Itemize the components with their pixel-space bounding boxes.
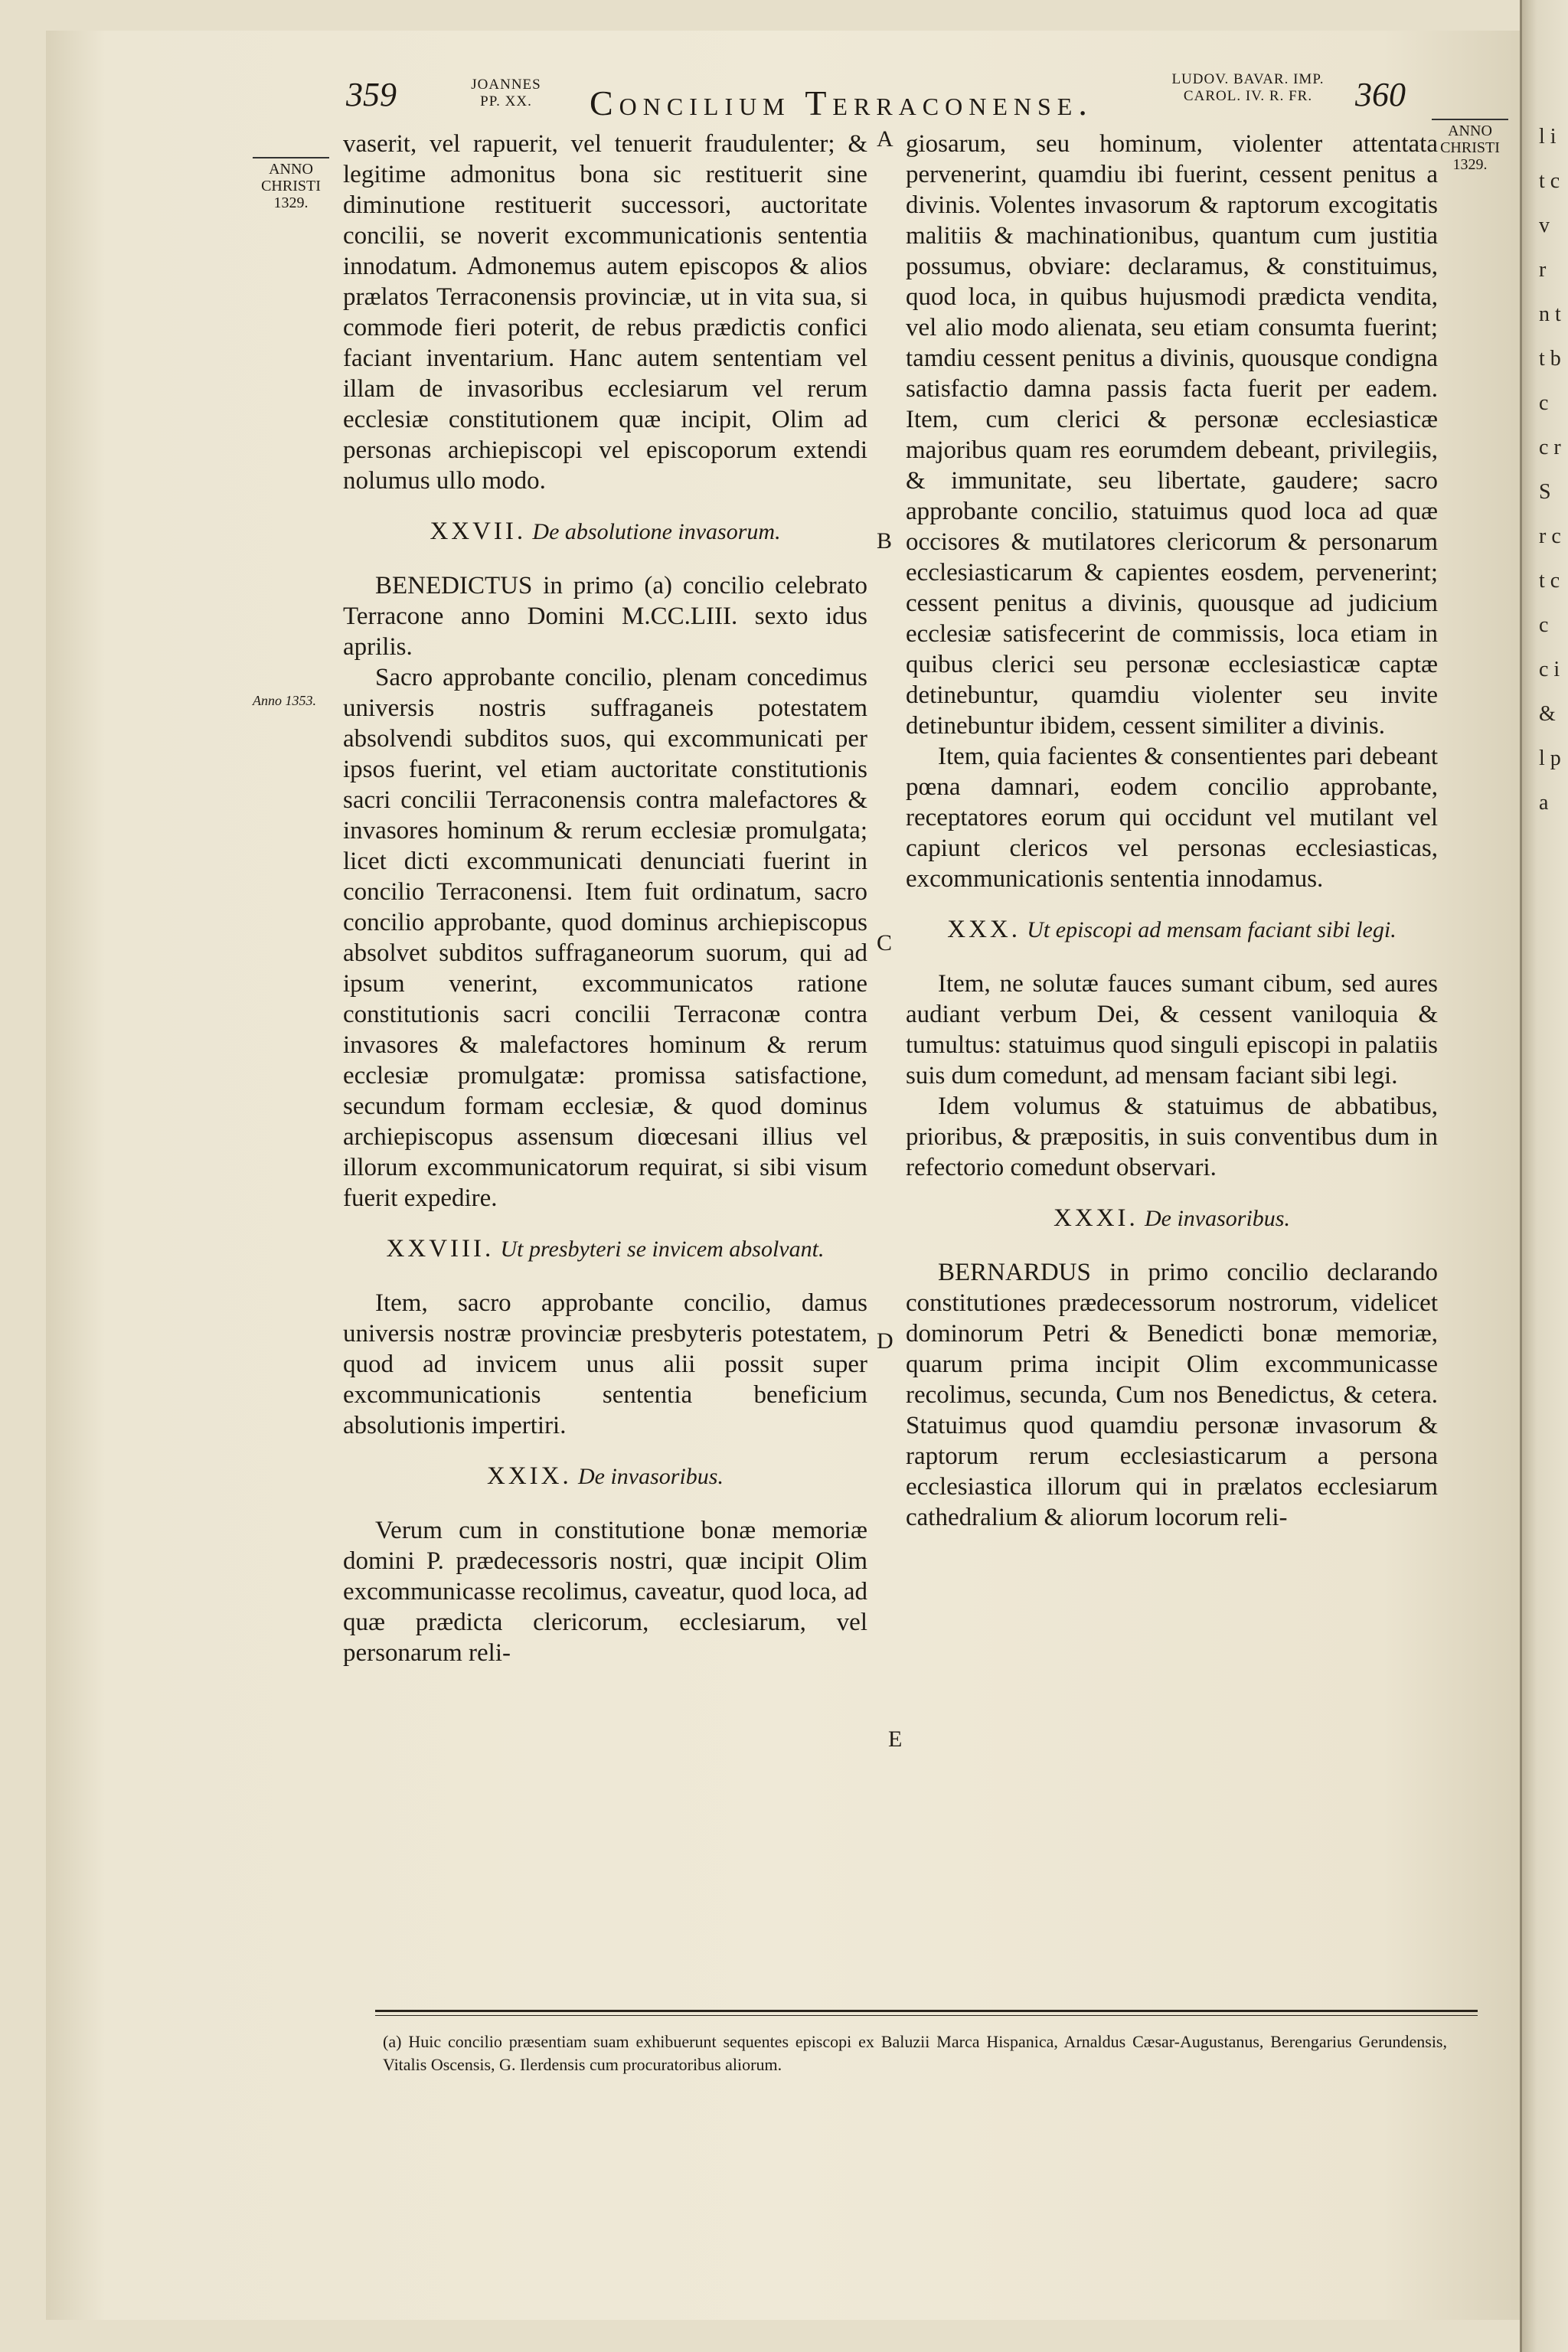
year-note-text: ANNO CHRISTI 1329.	[1440, 122, 1500, 173]
section-letter-e: E	[888, 1726, 903, 1752]
facing-page-edge-text: l i t c v r n t t b c c r S r c t c c c i & l p a	[1539, 125, 1561, 815]
year-note-1353: Anno 1353.	[253, 693, 316, 708]
page-title: Concilium Terraconense.	[590, 83, 1093, 122]
chapter-heading-31	[906, 1203, 1438, 1234]
page-number-left: 359	[346, 76, 397, 113]
paragraph: Item, ne solutæ fauces sumant cibum, sed aures audiant verbum Dei, & cessent vaniloquia & tumultus: statuimus quod singuli episcopi in palatiis suis dum comedunt, ad mensam faciant sibi legi.	[906, 970, 1438, 1089]
chapter-number: XXXI.	[1054, 1204, 1138, 1232]
section-letter-b: B	[877, 528, 893, 554]
footnote-rule-thin	[375, 2015, 1478, 2016]
paragraph: Item, quia facientes & consentientes pari debeant pœna damnari, eodem concilio approbante, receptatores eorum qui occidunt vel mutilant vel capiunt clericos vel personas ecclesiasticas, excommunicationis sententia innodamus.	[906, 743, 1438, 893]
chapter-heading-30	[906, 914, 1438, 946]
running-header	[0, 0, 1568, 122]
paragraph: Idem volumus & statuimus de abbatibus, prioribus, & præpositis, in suis conventibus dum in refectorio comedunt observari.	[906, 1093, 1438, 1181]
chapter-number: XXVIII.	[386, 1235, 495, 1263]
chapter-title: De absolutione invasorum.	[532, 519, 781, 544]
year-note-left	[245, 157, 337, 211]
chapter-title: De invasoribus.	[577, 1464, 724, 1489]
paragraph: Sacro approbante concilio, plenam concedimus universis nostris suffraganeis potestatem absolvendi subditos suos, qui excommunicati per ipsos fuerint, vel etiam auctoritate constitutionis sacri concilii Terraconensis contra malefactores & invasores hominum & rerum ecclesiæ promulgata; licet dicti excommunicati denunciati fuerint in concilio Terraconensi. Item fuit ordinatum, sacro concilio approbante, quod dominus archiepiscopus absolvet subditos suffraganeorum suorum, qui ad ipsum venerint, excommunicatos ratione constitutionis sacri concilii Terraconæ contra invasores & malefactores hominum & rerum ecclesiæ promulgatæ: promissa satisfactione, secundum formam ecclesiæ, & quod dominus archiepiscopus assensum diœcesani illius vel illorum excommunicatorum requirat, si sibi visum fuerit expedire.	[343, 664, 867, 1212]
section-letter-a: A	[877, 126, 893, 152]
chapter-number: XXIX.	[487, 1462, 572, 1490]
chapter-title: Ut presbyteri se invicem absolvant.	[500, 1236, 825, 1262]
year-note-right	[1424, 119, 1516, 173]
chapter-number: XXVII.	[430, 518, 527, 545]
header-pope-label: JOANNES PP. XX.	[471, 77, 541, 109]
footnote-rule	[375, 2010, 1478, 2012]
year-note-text: ANNO CHRISTI 1329.	[261, 161, 321, 211]
paragraph: BERNARDUS in primo concilio declarando constitutiones prædecessorum nostrorum, videlicet dominorum Petri & Benedicti bonæ memoriæ, quarum prima incipit Olim excommunicasse recolimus, secunda, Cum nos Benedictus, & cetera. Statuimus quod quamdiu personæ invasorum & raptorum rerum ecclesiasticarum a persona ecclesiastica illorum qui in prælatos ecclesiarum cathedralium & aliorum locorum reli-	[906, 1259, 1438, 1531]
chapter-heading-28	[343, 1233, 867, 1265]
section-letter-c: C	[877, 930, 893, 956]
section-letter-d: D	[877, 1328, 893, 1354]
left-column	[343, 129, 867, 1668]
chapter-title: Ut episcopi ad mensam faciant sibi legi.	[1027, 917, 1396, 942]
footnote: (a) Huic concilio præsentiam suam exhibuerunt sequentes episcopi ex Baluzii Marca Hispanica, Arnaldus Cæsar-Augustanus, Berengarius Gerundensis, Vitalis Oscensis, G. Ilerdensis cum procuratoribus aliorum.	[383, 2032, 1447, 2074]
paragraph: BENEDICTUS in primo (a) concilio celebrato Terracone anno Domini M.CC.LIII. sexto idus aprilis.	[343, 572, 867, 661]
chapter-heading-29	[343, 1461, 867, 1492]
year-note-rule	[253, 157, 329, 158]
paragraph: Verum cum in constitutione bonæ memoriæ domini P. prædecessoris nostri, quæ incipit Olim excommunicasse recolimus, caveatur, quod loca, ad quæ prædicta clericorum, ecclesiarum, vel personarum reli-	[343, 1517, 867, 1667]
paragraph: Item, sacro approbante concilio, damus universis nostræ provinciæ presbyteris potestatem, quod ad invicem unus alii possit super excommunicationis sententia beneficium absolutionis impertiri.	[343, 1289, 867, 1439]
paragraph: vaserit, vel rapuerit, vel tenuerit fraudulenter; & legitime admonitus bona sic restituerit sine diminutione restituerit successori, auctoritate concilii, se noverit excommunicationis sententia innodatum. Admonemus autem episcopos & alios prælatos Terraconensis provinciæ, ut in vita sua, si commode fieri poterit, de rebus prædictis confici faciant inventarium. Hanc autem sententiam vel illam de invasoribus ecclesiarum vel rerum ecclesiæ constitutionem quæ incipit, Olim ad personas archiepiscopi vel episcoporum extendi nolumus ullo modo.	[343, 130, 867, 495]
chapter-number: XXX.	[947, 916, 1021, 943]
chapter-title: De invasoribus.	[1144, 1206, 1290, 1231]
right-column	[906, 129, 1438, 1533]
page-number-right: 360	[1355, 76, 1406, 113]
header-ruler-label: LUDOV. BAVAR. IMP. CAROL. IV. R. FR.	[1171, 71, 1325, 104]
paragraph: giosarum, seu hominum, violenter attentata pervenerint, quamdiu ibi fuerint, cessent penitus a divinis. Volentes invasorum & raptorum excogitatis malitiis & machinationibus, quantum cum justitia possumus, obviare: declaramus, & constituimus, quod loca, in quibus hujusmodi prædicta vendita, vel alio modo alienata, seu etiam consumta fuerint; tamdiu cessent penitus a divinis, quousque condigna satisfactio damna passis facta fuerit per eadem. Item, cum clerici & personæ ecclesiasticæ majoribus quam res eorumdem debeant, privilegiis, & immunitate, seu libertate, gaudere; sacro approbante concilio, statuimus quod loca ad quæ occisores & mutilatores clericorum & personarum ecclesiasticarum & capientes eosdem, pervenerint; cessent penitus a divinis, quousque ad judicium ecclesiæ satisfecerint de commissis, loca etiam in quibus clerici seu personæ ecclesiasticæ captæ detinebuntur, quamdiu violenter seu invite detinebuntur ibidem, cessent similiter a divinis.	[906, 130, 1438, 740]
chapter-heading-27	[343, 516, 867, 547]
year-note-rule	[1432, 119, 1508, 120]
